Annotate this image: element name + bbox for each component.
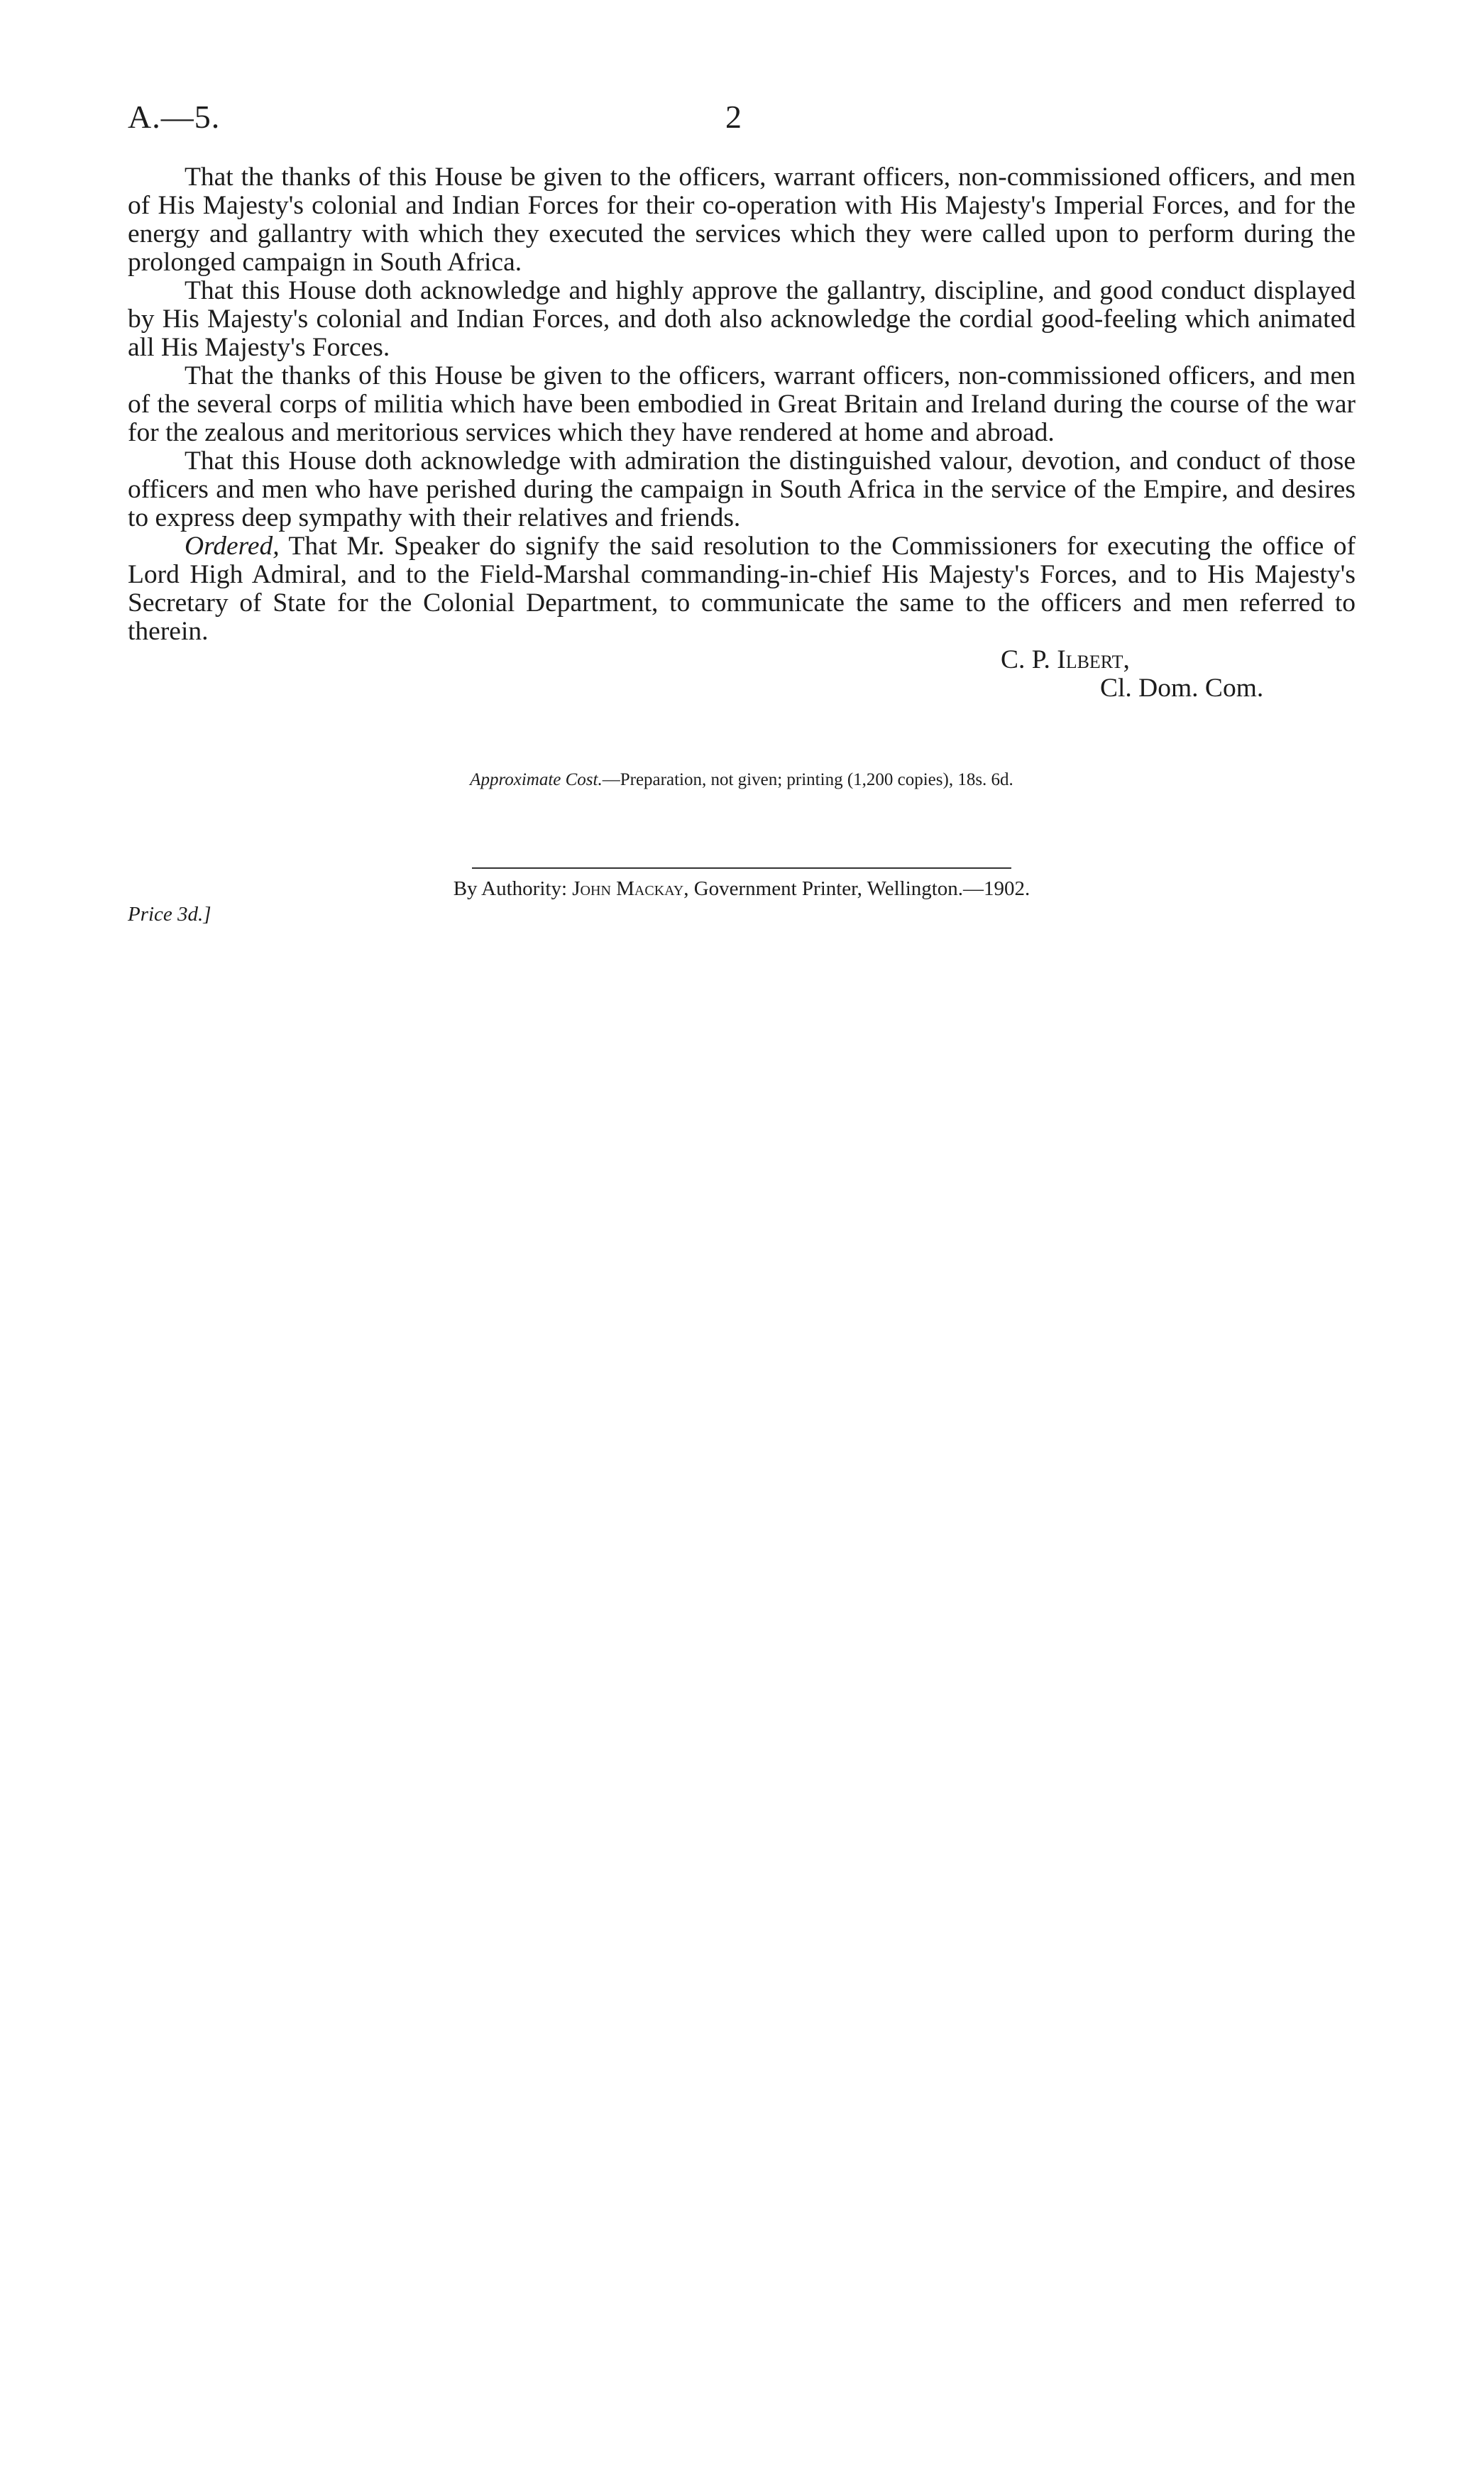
signature-surname: Ilbert, [1057, 645, 1130, 674]
signature-initials: C. P. [1001, 645, 1057, 674]
ordered-lead: Ordered, [185, 532, 280, 561]
signature-block [1001, 646, 1370, 703]
printer-imprint [128, 877, 1356, 901]
cost-label: Approximate Cost. [470, 770, 603, 789]
imprint-suffix: , Government Printer, Wellington.—1902. [683, 877, 1030, 900]
page-number: 2 [725, 99, 742, 135]
signature-title: Cl. Dom. Com. [1100, 674, 1264, 703]
approximate-cost [128, 770, 1356, 790]
paragraph-ordered [128, 532, 1356, 646]
resolution-text [128, 163, 1356, 646]
imprint-prefix: By Authority: [453, 877, 573, 900]
divider-rule [472, 867, 1011, 869]
paragraph-militia-thanks: That the thanks of this House be given to the officers, warrant officers, non-commissioned officers, and men of the several corps of militia which have been embodied in Great Britain and Ireland during the course of the war for the zealous and meritorious services which they have rendered at home and abroad. [128, 361, 1356, 447]
cost-text: —Preparation, not given; printing (1,200 copies), 18s. 6d. [602, 770, 1013, 789]
page-reference: A.—5. [128, 99, 221, 135]
printer-name: John Mackay [572, 877, 684, 900]
paragraph-colonial-forces-thanks: That the thanks of this House be given to the officers, warrant officers, non-commissioned officers, and men of His Majesty's colonial and Indian Forces for their co-operation with His Majesty's Imperial Forces, and for the energy and gallantry with which they executed the services which they were called upon to perform during the prolonged campaign in South Africa. [128, 163, 1356, 277]
price-note: Price 3d.] [128, 903, 211, 926]
ordered-text: That Mr. Speaker do signify the said resolution to the Commissioners for executing the office of Lord High Admiral, and to the Field-Marshal commanding-in-chief His Majesty's Forces, and to His Majesty's Secretary of State for the Colonial Department, to communicate the same to the officers and men referred to therein. [128, 532, 1356, 646]
paragraph-gallantry-acknowledgement: That this House doth acknowledge and highly approve the gallantry, discipline, and good conduct displayed by His Majesty's colonial and Indian Forces, and doth also acknowledge the cordial good-feeling which animated all His Majesty's Forces. [128, 276, 1356, 362]
signature-name [1001, 646, 1370, 674]
paragraph-sympathy: That this House doth acknowledge with admiration the distinguished valour, devotion, and conduct of those officers and men who have perished during the campaign in South Africa in the service of the Empire, and desires to express deep sympathy with their relatives and friends. [128, 446, 1356, 532]
